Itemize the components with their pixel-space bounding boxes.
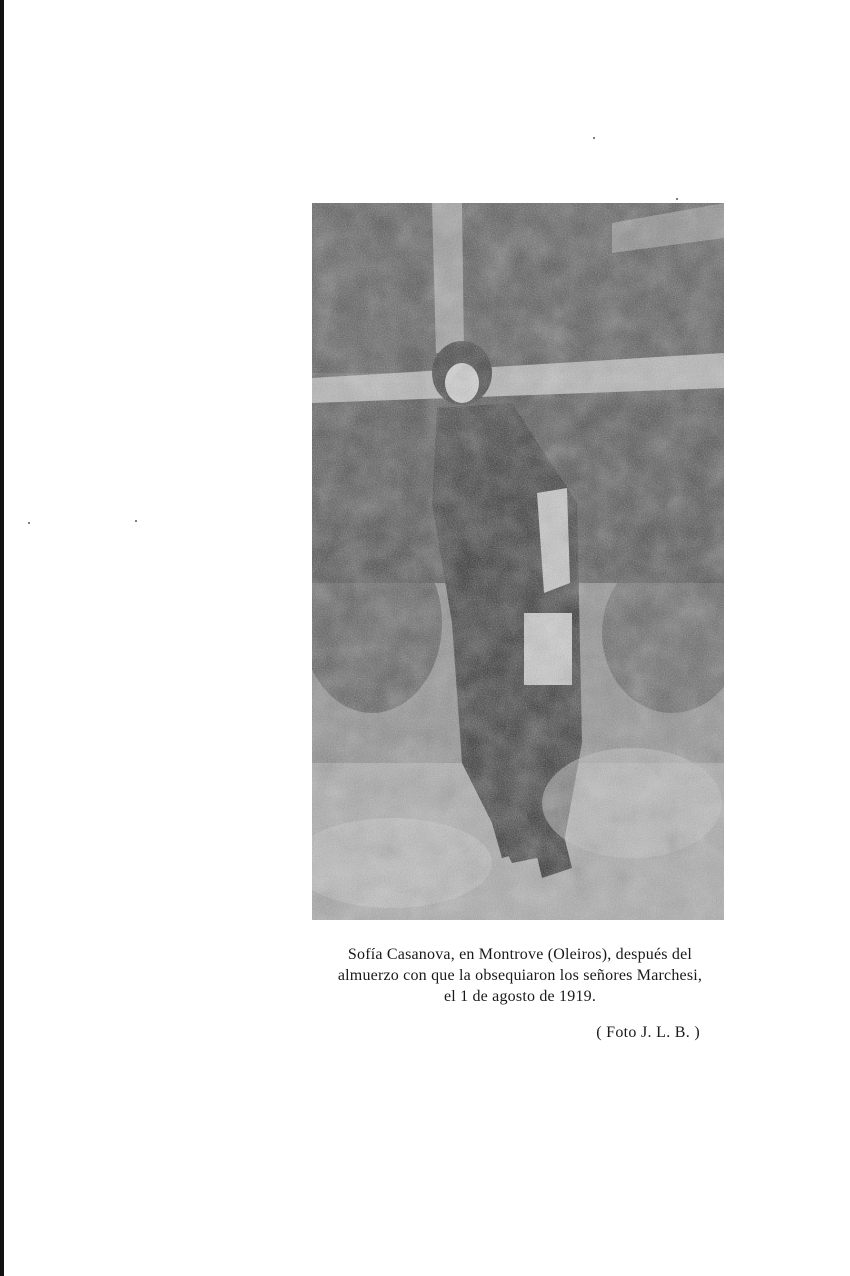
photo-caption (318, 944, 722, 1007)
photograph (312, 203, 724, 920)
caption-line: el 1 de agosto de 1919. (443, 988, 597, 1005)
photo-credit: ( Foto J. L. B. ) (596, 1024, 700, 1041)
paper-speck (676, 198, 678, 200)
caption-line: almuerzo con que la obsequiaron los señores Marchesi, (337, 967, 703, 984)
paper-speck (593, 137, 595, 139)
paper-speck (28, 522, 30, 524)
page-left-edge (0, 0, 4, 1276)
caption-line: Sofía Casanova, en Montrove (Oleiros), después del (347, 946, 693, 963)
paper-speck (135, 520, 137, 522)
